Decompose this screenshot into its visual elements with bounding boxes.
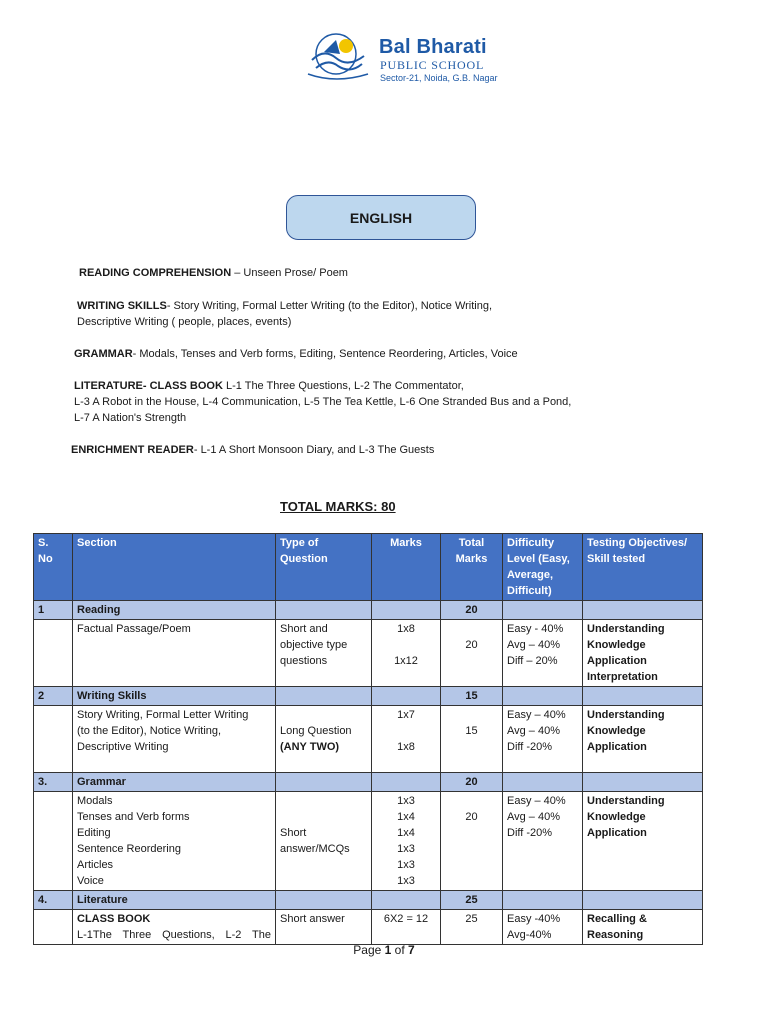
row-total: 20 <box>441 792 503 891</box>
row-type: Long Question (ANY TWO) <box>276 706 372 773</box>
syllabus-enrichment <box>71 442 434 458</box>
row-section-items: Story Writing, Formal Letter Writing (to the Editor), Notice Writing, Descriptive Writing <box>73 706 276 773</box>
syllabus-reading-text: – Unseen Prose/ Poem <box>231 267 348 279</box>
table-row <box>34 792 703 891</box>
syllabus-grammar-text: - Modals, Tenses and Verb forms, Editing, Sentence Reordering, Articles, Voice <box>132 348 518 360</box>
header-difficulty: Difficulty Level (Easy, Average, Difficult) <box>503 534 583 601</box>
row-objectives: Understanding Knowledge Application <box>583 706 703 773</box>
table-row <box>34 706 703 773</box>
section-title: Grammar <box>73 773 276 792</box>
row-section-items: Modals Tenses and Verb forms Editing Sentence Reordering Articles Voice <box>73 792 276 891</box>
page-number: 1 <box>384 943 392 957</box>
school-emblem-icon <box>306 30 374 82</box>
row-type: Short answer/MCQs <box>276 792 372 891</box>
section-title: Literature <box>73 891 276 910</box>
header-sno: S. No <box>34 534 73 601</box>
row-difficulty: Easy – 40% Avg – 40% Diff -20% <box>503 706 583 773</box>
syllabus-literature-text3: L-7 A Nation's Strength <box>74 412 187 424</box>
section-row-literature <box>34 891 703 910</box>
syllabus-literature-label: LITERATURE- CLASS BOOK <box>74 380 223 392</box>
page-footer: Page 1 of 7 <box>353 943 415 957</box>
row-total: 15 <box>441 706 503 773</box>
row-total: 20 <box>441 620 503 687</box>
table-header-row <box>34 534 703 601</box>
row-objectives: Understanding Knowledge Application Interpretation <box>583 620 703 687</box>
row-objectives: Recalling & Reasoning <box>583 910 703 945</box>
header-total: Total Marks <box>441 534 503 601</box>
section-title: Writing Skills <box>73 687 276 706</box>
row-difficulty: Easy -40% Avg-40% <box>503 910 583 945</box>
header-section: Section <box>73 534 276 601</box>
section-number: 2 <box>34 687 73 706</box>
header-marks: Marks <box>372 534 441 601</box>
table-row <box>34 620 703 687</box>
syllabus-writing-text2: Descriptive Writing ( people, places, events) <box>77 316 292 328</box>
school-subtitle: PUBLIC SCHOOL <box>380 58 485 72</box>
section-total: 20 <box>441 601 503 620</box>
syllabus-grammar <box>74 346 518 362</box>
header-objectives: Testing Objectives/ Skill tested <box>583 534 703 601</box>
total-marks-heading: TOTAL MARKS: 80 <box>280 499 396 514</box>
page-count: 7 <box>408 943 415 957</box>
school-logo <box>306 30 506 86</box>
row-difficulty: Easy – 40% Avg – 40% Diff -20% <box>503 792 583 891</box>
section-number: 1 <box>34 601 73 620</box>
row-section-items: Factual Passage/Poem <box>73 620 276 687</box>
row-section-items: CLASS BOOK L-1The Three Questions, L-2 The <box>73 910 276 945</box>
row-marks: 1x3 1x4 1x4 1x3 1x3 1x3 <box>372 792 441 891</box>
section-number: 3. <box>34 773 73 792</box>
syllabus-literature-text2: L-3 A Robot in the House, L-4 Communication, L-5 The Tea Kettle, L-6 One Stranded Bus and a Pond, <box>74 396 572 408</box>
row-objectives: Understanding Knowledge Application <box>583 792 703 891</box>
section-total: 15 <box>441 687 503 706</box>
syllabus-enrichment-text: - L-1 A Short Monsoon Diary, and L-3 The Guests <box>193 444 435 456</box>
section-title: Reading <box>73 601 276 620</box>
syllabus-enrichment-label: ENRICHMENT READER <box>71 444 194 456</box>
header-type: Type of Question <box>276 534 372 601</box>
syllabus-reading <box>79 265 348 281</box>
section-number: 4. <box>34 891 73 910</box>
syllabus-literature-text: L-1 The Three Questions, L-2 The Commentator, <box>222 380 464 392</box>
row-type: Short answer <box>276 910 372 945</box>
section-total: 20 <box>441 773 503 792</box>
syllabus-writing <box>77 298 492 330</box>
row-marks: 6X2 = 12 <box>372 910 441 945</box>
syllabus-literature <box>74 378 571 426</box>
row-marks: 1x7 1x8 <box>372 706 441 773</box>
syllabus-writing-text: - Story Writing, Formal Letter Writing (to the Editor), Notice Writing, <box>166 300 493 312</box>
section-row-reading <box>34 601 703 620</box>
subject-title: ENGLISH <box>286 195 476 240</box>
table-row <box>34 910 703 945</box>
syllabus-reading-label: READING COMPREHENSION <box>79 267 232 279</box>
syllabus-grammar-label: GRAMMAR <box>74 348 133 360</box>
section-row-writing <box>34 687 703 706</box>
blueprint-table <box>33 533 703 945</box>
section-row-grammar <box>34 773 703 792</box>
row-total: 25 <box>441 910 503 945</box>
syllabus-writing-label: WRITING SKILLS <box>77 300 167 312</box>
row-marks: 1x8 1x12 <box>372 620 441 687</box>
row-type: Short and objective type questions <box>276 620 372 687</box>
school-name: Bal Bharati <box>379 36 487 58</box>
school-address: Sector-21, Noida, G.B. Nagar <box>380 73 498 83</box>
section-total: 25 <box>441 891 503 910</box>
row-difficulty: Easy - 40% Avg – 40% Diff – 20% <box>503 620 583 687</box>
